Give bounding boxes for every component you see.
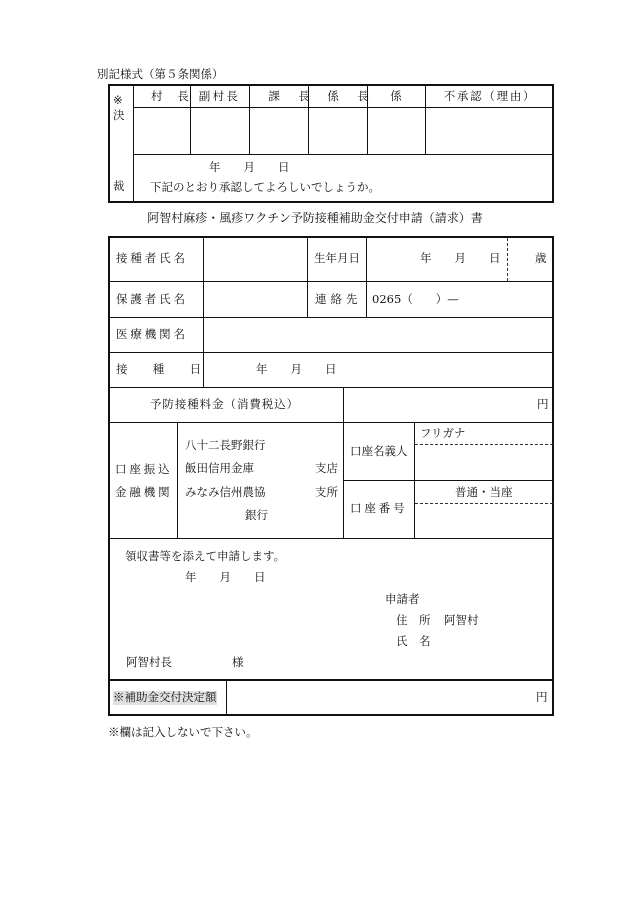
approval-mark: ※ xyxy=(113,93,123,107)
age-field[interactable] xyxy=(508,238,532,281)
fee-label: 予防接種料金（消費税込） xyxy=(150,397,300,411)
honorific: 様 xyxy=(232,655,244,669)
account-type-option[interactable]: 普通・当座 xyxy=(455,485,513,499)
approval-statement: 下記のとおり承認してよろしいでしょうか。 xyxy=(150,180,380,194)
age-unit: 歳 xyxy=(535,251,547,265)
birthdate-field[interactable]: 年 月 日 xyxy=(420,251,501,265)
approval-header-unit-chief: 係長 xyxy=(327,89,388,103)
address-label: 住 所 xyxy=(396,613,431,627)
bank-branch-suffix: 支店 xyxy=(315,461,338,475)
declaration-date[interactable]: 年 月 日 xyxy=(185,570,266,584)
approval-header-deputy: 副村長 xyxy=(198,89,241,103)
address-field[interactable]: 阿智村 xyxy=(444,613,479,627)
recipient-name-field[interactable] xyxy=(204,238,307,281)
bank-label-line2: 金融機関 xyxy=(115,485,173,499)
stamp-staff[interactable] xyxy=(368,108,425,154)
footnote: ※欄は記入しないで下さい。 xyxy=(108,725,258,739)
account-holder-label: 口座名義人 xyxy=(350,444,408,458)
stamp-section-chief[interactable] xyxy=(250,108,308,154)
bank-option-82[interactable]: 八十二長野銀行 xyxy=(185,438,266,452)
row-line xyxy=(109,281,553,282)
applicant-label: 申請者 xyxy=(385,592,420,606)
bank-mid-line xyxy=(344,480,553,481)
form-title: 阿智村麻疹・風疹ワクチン予防接種補助金交付申請（請求）書 xyxy=(147,211,483,225)
disapproval-reason-field[interactable] xyxy=(426,108,553,154)
approval-date[interactable]: 年 月 日 xyxy=(209,160,290,174)
vaccination-date-field[interactable]: 年 月 日 xyxy=(256,362,337,376)
col-line xyxy=(307,237,308,317)
fee-unit: 円 xyxy=(537,397,549,411)
approval-stamp-bottom-line xyxy=(133,154,553,155)
recipient-name-label: 接種者氏名 xyxy=(116,251,188,265)
row-line xyxy=(109,352,553,353)
guardian-name-field[interactable] xyxy=(204,282,307,317)
stamp-deputy[interactable] xyxy=(191,108,249,154)
bank-label-line1: 口座振込 xyxy=(115,462,173,476)
subsidy-amount-field[interactable] xyxy=(227,681,533,715)
furigana-label: フリガナ xyxy=(420,426,466,440)
account-number-label: 口座番号 xyxy=(350,501,408,515)
bank-other-suffix: 銀行 xyxy=(245,508,268,522)
approval-mark-ketsu: 決 xyxy=(113,108,125,122)
birthdate-label: 生年月日 xyxy=(314,251,360,265)
contact-label: 連絡先 xyxy=(315,292,362,306)
stamp-village-head[interactable] xyxy=(134,108,190,154)
approval-header-staff: 係 xyxy=(390,89,402,103)
account-number-field[interactable] xyxy=(415,504,553,538)
guardian-name-label: 保護者氏名 xyxy=(116,292,188,306)
bank-option-iida[interactable]: 飯田信用金庫 xyxy=(185,461,254,475)
approval-header-disapproval: 不承認（理由） xyxy=(443,89,537,103)
contact-field[interactable]: 0265（ ）— xyxy=(372,292,459,306)
applicant-name-field[interactable] xyxy=(444,632,549,652)
form-label: 別記様式（第５条関係） xyxy=(97,67,224,81)
row-line xyxy=(109,538,553,539)
declaration-text: 領収書等を添えて申請します。 xyxy=(125,549,286,563)
bank-option-ja[interactable]: みなみ信州農協 xyxy=(185,485,266,499)
approval-header-village-head: 村長 xyxy=(150,89,204,103)
fee-field[interactable] xyxy=(344,388,534,422)
col-line xyxy=(177,422,178,538)
bank-subbranch-suffix: 支所 xyxy=(315,485,338,499)
approval-mark-sai: 裁 xyxy=(113,179,125,193)
clinic-field[interactable] xyxy=(204,318,553,352)
row-line xyxy=(109,422,553,423)
addressee: 阿智村長 xyxy=(126,655,172,669)
subsidy-unit: 円 xyxy=(536,690,548,704)
account-holder-field[interactable] xyxy=(415,445,553,480)
clinic-label: 医療機関名 xyxy=(116,327,188,341)
vaccination-date-label: 接種日 xyxy=(116,362,227,376)
stamp-unit-chief[interactable] xyxy=(309,108,367,154)
col-line xyxy=(366,237,367,317)
subsidy-label: ※補助金交付決定額 xyxy=(113,690,217,704)
applicant-name-label: 氏 名 xyxy=(396,634,431,648)
approval-header-section-chief: 課長 xyxy=(268,89,329,103)
